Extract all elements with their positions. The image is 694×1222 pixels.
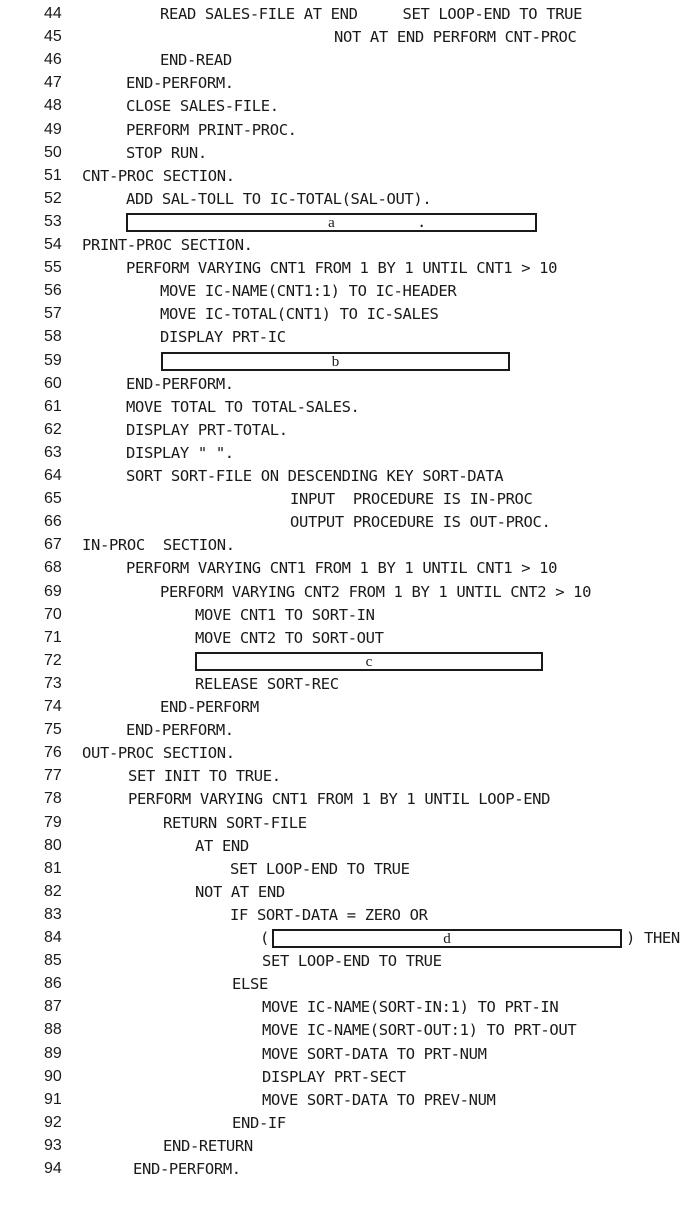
code-text: PERFORM VARYING CNT1 FROM 1 BY 1 UNTIL CNT1 > 10 xyxy=(126,559,558,578)
line-number: 76 xyxy=(44,744,62,762)
code-text: ADD SAL-TOLL TO IC-TOTAL(SAL-OUT). xyxy=(126,189,432,208)
code-line xyxy=(0,787,694,811)
line-number: 77 xyxy=(44,767,62,785)
code-line xyxy=(0,857,694,881)
line-number: 68 xyxy=(44,559,62,577)
code-line xyxy=(0,580,694,604)
line-number: 66 xyxy=(44,513,62,531)
line-number: 63 xyxy=(44,443,62,461)
code-text: IF SORT-DATA = ZERO OR xyxy=(230,905,428,924)
code-line xyxy=(0,325,694,349)
code-line xyxy=(0,1042,694,1066)
line-number: 45 xyxy=(44,28,62,46)
code-line xyxy=(0,695,694,719)
line-number: 84 xyxy=(44,929,62,946)
code-text: OUT-PROC SECTION. xyxy=(82,744,235,763)
code-text: MOVE SORT-DATA TO PRT-NUM xyxy=(262,1044,487,1063)
code-line xyxy=(0,2,694,26)
line-number: 73 xyxy=(44,674,62,692)
code-text: END-PERFORM. xyxy=(126,374,234,393)
line-number: 62 xyxy=(44,420,62,438)
line-number: 71 xyxy=(44,628,62,646)
code-text: IN-PROC SECTION. xyxy=(82,536,235,555)
line-number: 85 xyxy=(44,952,62,970)
code-line xyxy=(0,533,694,557)
answer-blank-box: b xyxy=(161,352,510,371)
code-text: PRINT-PROC SECTION. xyxy=(82,236,253,254)
code-line xyxy=(0,556,694,580)
code-line xyxy=(0,94,694,118)
line-number: 80 xyxy=(44,836,62,854)
code-line xyxy=(0,487,694,511)
code-text: PERFORM VARYING CNT1 FROM 1 BY 1 UNTIL LOOP-END xyxy=(128,790,551,809)
code-text: MOVE SORT-DATA TO PREV-NUM xyxy=(262,1090,496,1109)
code-text: PERFORM VARYING CNT1 FROM 1 BY 1 UNTIL CNT1 > 10 xyxy=(126,259,558,278)
code-line xyxy=(0,603,694,627)
line-number: 65 xyxy=(44,490,62,508)
code-text: MOVE IC-NAME(CNT1:1) TO IC-HEADER xyxy=(160,282,457,301)
code-text-after-blank: ) THEN xyxy=(626,929,680,947)
line-number: 60 xyxy=(44,374,62,392)
line-number: 87 xyxy=(44,998,62,1016)
line-number: 83 xyxy=(44,905,62,923)
line-number: 64 xyxy=(44,467,62,484)
code-line xyxy=(0,48,694,72)
code-text: NOT AT END xyxy=(195,882,285,901)
code-text: NOT AT END PERFORM CNT-PROC xyxy=(334,28,577,47)
line-number: 53 xyxy=(44,212,62,230)
code-line xyxy=(0,1157,694,1181)
code-line xyxy=(0,972,694,996)
code-line xyxy=(0,302,694,326)
code-line xyxy=(0,903,694,927)
code-text: MOVE IC-NAME(SORT-OUT:1) TO PRT-OUT xyxy=(262,1021,577,1040)
code-text: MOVE CNT2 TO SORT-OUT xyxy=(195,628,384,647)
line-number: 54 xyxy=(44,236,62,253)
code-line xyxy=(0,187,694,211)
code-text: ( xyxy=(260,929,269,947)
code-line xyxy=(0,649,694,673)
code-line xyxy=(0,741,694,765)
line-number: 57 xyxy=(44,305,62,323)
line-number: 75 xyxy=(44,721,62,739)
line-number: 70 xyxy=(44,605,62,623)
line-number: 44 xyxy=(44,5,62,22)
line-number: 78 xyxy=(44,790,62,808)
code-text: MOVE TOTAL TO TOTAL-SALES. xyxy=(126,397,360,416)
line-number: 72 xyxy=(44,651,62,669)
code-line xyxy=(0,395,694,419)
code-text: AT END xyxy=(195,836,249,855)
code-text: END-PERFORM. xyxy=(133,1160,241,1178)
line-number: 74 xyxy=(44,698,62,715)
line-number: 82 xyxy=(44,882,62,900)
code-line xyxy=(0,672,694,696)
code-line xyxy=(0,718,694,742)
code-text: STOP RUN. xyxy=(126,143,207,162)
code-text: END-IF xyxy=(232,1113,286,1132)
code-line xyxy=(0,626,694,650)
answer-blank-box: c xyxy=(195,652,543,671)
code-line xyxy=(0,71,694,95)
code-line xyxy=(0,279,694,303)
line-number: 89 xyxy=(44,1044,62,1062)
code-text: END-READ xyxy=(160,51,232,70)
line-number: 92 xyxy=(44,1113,62,1131)
code-text: READ SALES-FILE AT END SET LOOP-END TO TRUE xyxy=(160,5,583,23)
code-line xyxy=(0,1065,694,1089)
line-number: 86 xyxy=(44,975,62,993)
code-line xyxy=(0,880,694,904)
code-line xyxy=(0,118,694,142)
code-text: RELEASE SORT-REC xyxy=(195,674,339,693)
line-number: 90 xyxy=(44,1067,62,1085)
line-number: 49 xyxy=(44,120,62,138)
line-number: 61 xyxy=(44,397,62,415)
code-line xyxy=(0,811,694,835)
code-text: DISPLAY PRT-TOTAL. xyxy=(126,420,288,439)
line-number: 59 xyxy=(44,351,62,369)
line-number: 47 xyxy=(44,74,62,92)
code-text: INPUT PROCEDURE IS IN-PROC xyxy=(290,490,533,509)
code-line xyxy=(0,926,694,950)
code-text: OUTPUT PROCEDURE IS OUT-PROC. xyxy=(290,513,551,532)
line-number: 88 xyxy=(44,1021,62,1039)
code-text: MOVE IC-NAME(SORT-IN:1) TO PRT-IN xyxy=(262,998,559,1017)
code-text: RETURN SORT-FILE xyxy=(163,813,307,832)
line-number: 79 xyxy=(44,813,62,831)
line-number: 58 xyxy=(44,328,62,346)
line-number: 67 xyxy=(44,536,62,554)
line-number: 46 xyxy=(44,51,62,69)
line-number: 51 xyxy=(44,166,62,184)
line-number: 56 xyxy=(44,282,62,300)
code-text: END-PERFORM xyxy=(160,698,259,716)
code-line xyxy=(0,949,694,973)
code-line xyxy=(0,349,694,373)
code-text: SET INIT TO TRUE. xyxy=(128,767,281,786)
code-text: MOVE CNT1 TO SORT-IN xyxy=(195,605,375,624)
code-line xyxy=(0,995,694,1019)
code-line xyxy=(0,164,694,188)
code-line xyxy=(0,233,694,257)
code-line xyxy=(0,1111,694,1135)
line-number: 94 xyxy=(44,1160,62,1177)
code-text: CNT-PROC SECTION. xyxy=(82,166,235,185)
code-text: END-PERFORM. xyxy=(126,721,234,740)
code-line xyxy=(0,141,694,165)
code-line xyxy=(0,1018,694,1042)
code-text: SORT SORT-FILE ON DESCENDING KEY SORT-DATA xyxy=(126,467,504,485)
line-number: 91 xyxy=(44,1090,62,1108)
line-number: 48 xyxy=(44,97,62,115)
line-number: 55 xyxy=(44,259,62,277)
code-line xyxy=(0,1088,694,1112)
line-number: 50 xyxy=(44,143,62,161)
code-text: SET LOOP-END TO TRUE xyxy=(262,952,442,971)
code-line xyxy=(0,372,694,396)
code-text: ELSE xyxy=(232,975,268,994)
code-text: CLOSE SALES-FILE. xyxy=(126,97,279,116)
code-text: END-RETURN xyxy=(163,1136,253,1155)
code-text: END-PERFORM. xyxy=(126,74,234,93)
code-line xyxy=(0,510,694,534)
line-number: 81 xyxy=(44,859,62,877)
code-text: MOVE IC-TOTAL(CNT1) TO IC-SALES xyxy=(160,305,439,324)
code-text: DISPLAY PRT-IC xyxy=(160,328,286,347)
code-text-after-blank: . xyxy=(417,212,426,231)
line-number: 52 xyxy=(44,189,62,207)
line-number: 93 xyxy=(44,1136,62,1154)
code-line xyxy=(0,464,694,488)
code-line xyxy=(0,834,694,858)
code-text: PERFORM PRINT-PROC. xyxy=(126,120,297,139)
answer-blank-box: a xyxy=(126,213,537,232)
code-line xyxy=(0,1134,694,1158)
code-line xyxy=(0,764,694,788)
code-text: DISPLAY PRT-SECT xyxy=(262,1067,406,1086)
code-text: PERFORM VARYING CNT2 FROM 1 BY 1 UNTIL CNT2 > 10 xyxy=(160,582,592,601)
code-line xyxy=(0,418,694,442)
code-line xyxy=(0,441,694,465)
code-line xyxy=(0,210,694,234)
code-line xyxy=(0,25,694,49)
code-text: SET LOOP-END TO TRUE xyxy=(230,859,410,878)
answer-blank-box: d xyxy=(272,929,622,948)
code-text: DISPLAY " ". xyxy=(126,443,234,462)
code-line xyxy=(0,256,694,280)
line-number: 69 xyxy=(44,582,62,600)
